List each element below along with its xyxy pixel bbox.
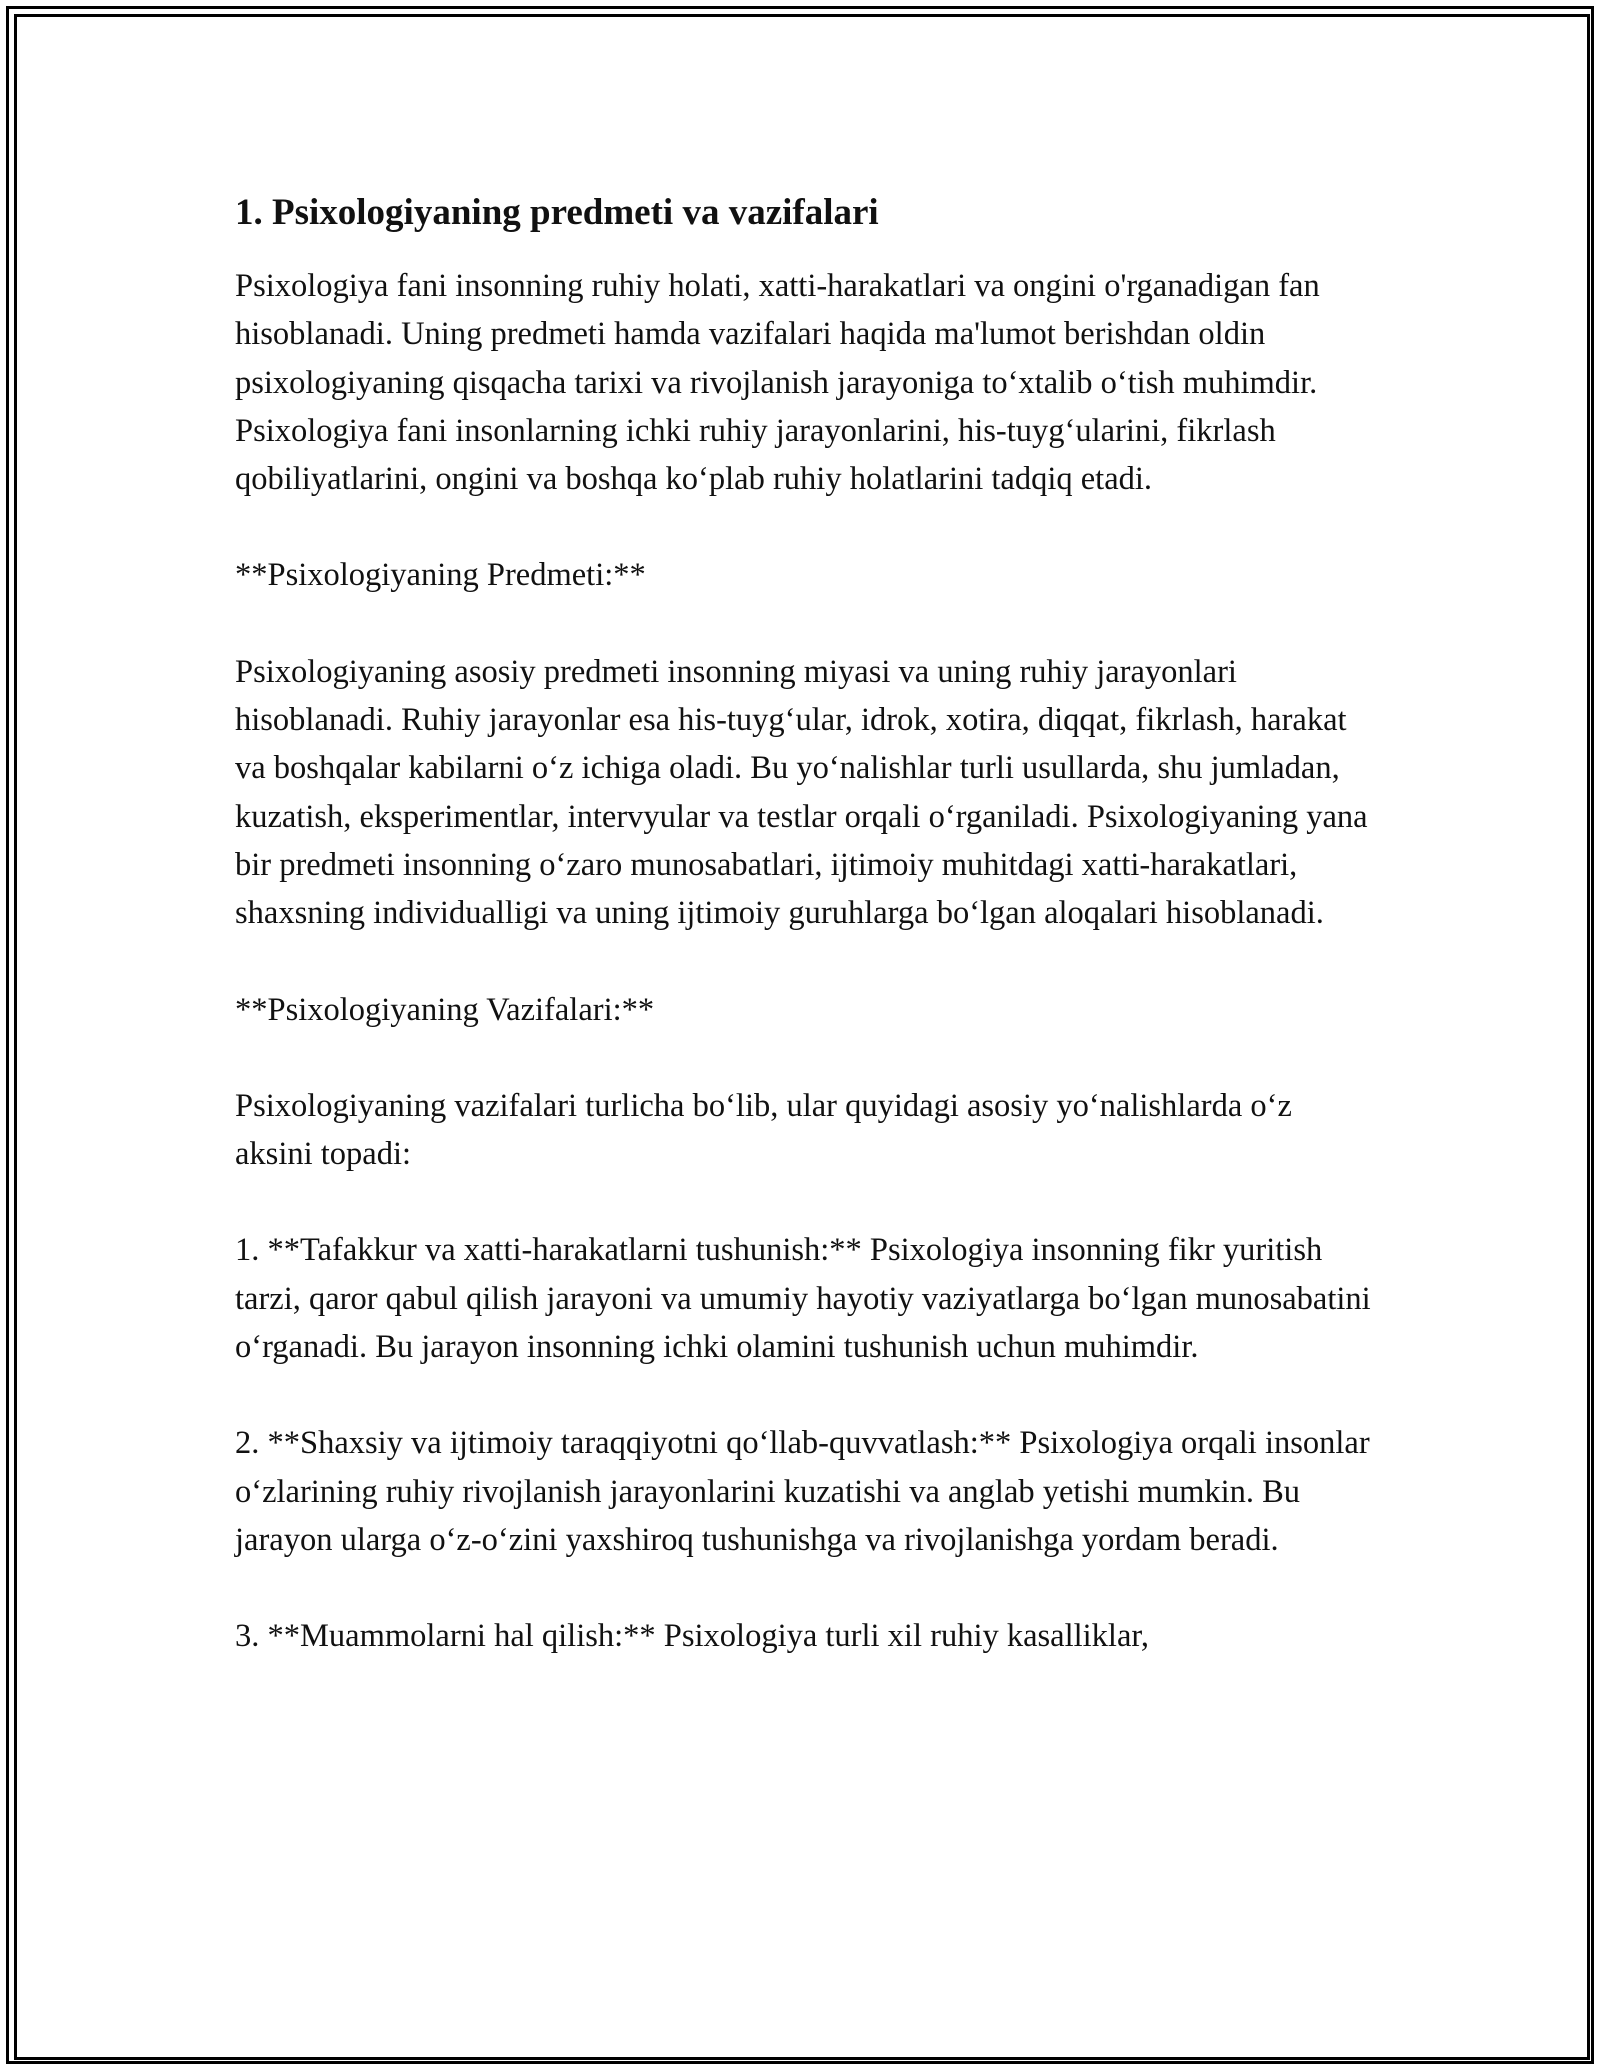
document-body bbox=[235, 190, 1375, 1709]
paragraph-tasks-intro: Psixologiyaning vazifalari turlicha bo‘lib, ular quyidagi asosiy yo‘nalishlarda o‘z aksini topadi: bbox=[235, 1087, 1292, 1173]
paragraph-tasks-heading: **Psixologiyaning Vazifalari:** bbox=[235, 991, 655, 1028]
paragraph-subject-heading: **Psixologiyaning Predmeti:** bbox=[235, 557, 646, 594]
paragraph-intro: Psixologiya fani insonning ruhiy holati, xatti-harakatlari va ongini o'rganadigan fan hisoblanadi. Uning predmeti hamda vazifalari haqida ma'lumot berishdan oldin psixologiyaning qisqacha tarixi va rivojlanish jarayoniga to‘xtalib o‘tish muhimdir. Psixologiya fani insonlarning ichki ruhiy jarayonlarini, his-tuyg‘ularini, fikrlash qobiliyatlarini, ongini va boshqa ko‘plab ruhiy holatlarini tadqiq etadi. bbox=[235, 268, 1320, 498]
list-item-3: 3. **Muammolarni hal qilish:** Psixologiya turli xil ruhiy kasalliklar, bbox=[235, 1618, 1150, 1655]
list-item-1: 1. **Tafakkur va xatti-harakatlarni tushunish:** Psixologiya insonning fikr yuritish tarzi, qaror qabul qilish jarayoni va umumiy hayotiy vaziyatlarga bo‘lgan munosabatini o‘rganadi. Bu jarayon insonning ichki olamini tushunish uchun muhimdir. bbox=[235, 1232, 1371, 1366]
paragraph-subject: Psixologiyaning asosiy predmeti insonning miyasi va uning ruhiy jarayonlari hisoblanadi. Ruhiy jarayonlar esa his-tuyg‘ular, idrok, xotira, diqqat, fikrlash, harakat va boshqalar kabilarni o‘z ichiga oladi. Bu yo‘nalishlar turli usullarda, shu jumladan, kuzatish, eksperimentlar, intervyular va testlar orqali o‘rganiladi. Psixologiyaning yana bir predmeti insonning o‘zaro munosabatlari, ijtimoiy muhitdagi xatti-harakatlari, shaxsning individualligi va uning ijtimoiy guruhlarga bo‘lgan aloqalari hisoblanadi. bbox=[235, 653, 1368, 932]
list-item-2: 2. **Shaxsiy va ijtimoiy taraqqiyotni qo‘llab-quvvatlash:** Psixologiya orqali insonlar o‘zlarining ruhiy rivojlanish jarayonlarini kuzatishi va anglab yetishi mumkin. Bu jarayon ularga o‘z-o‘zini yaxshiroq tushunishga va rivojlanishga yordam beradi. bbox=[235, 1425, 1370, 1558]
section-heading: 1. Psixologiyaning predmeti va vazifalari bbox=[235, 192, 879, 233]
